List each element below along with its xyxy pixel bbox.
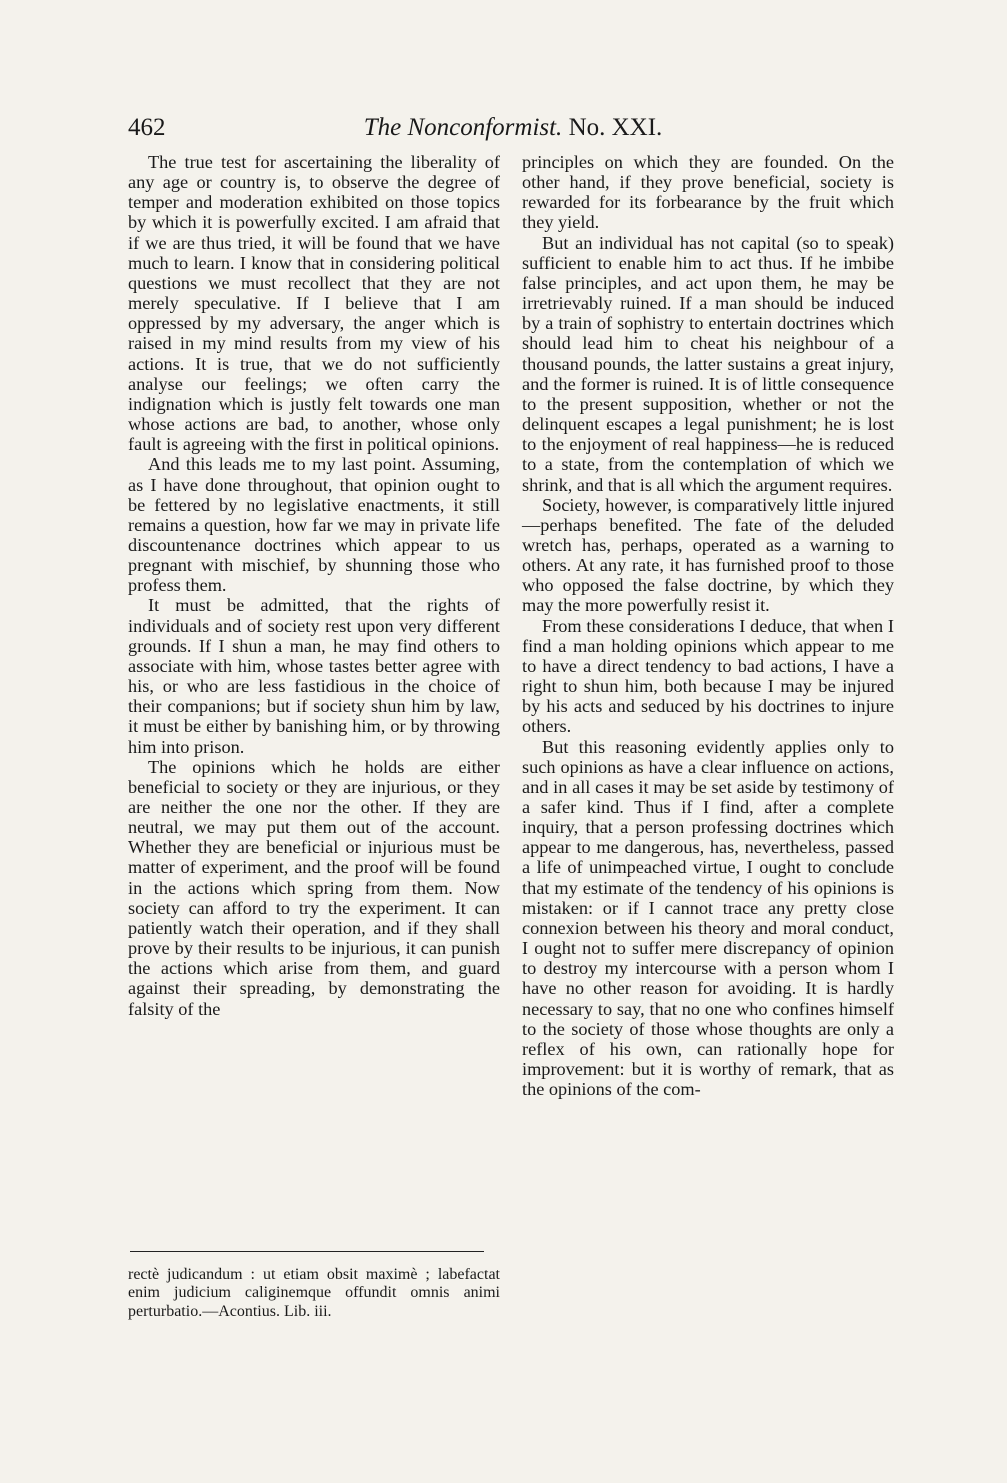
paragraph: From these considerations I deduce, that when I find a man holding opinions which appear to me to have a direct tendency to bad actions, I have a right to shun him, both because I may be injured by his acts and seduced by his doctrines to injure others. [522,615,894,737]
page-number: 462 [128,114,166,141]
running-title [128,114,898,142]
footnote: rectè judicandum : ut etiam obsit maximè ; labefactat enim judicium caliginemque offundit omnis animi perturbatio.—Acontius. Lib. iii. [128,1266,500,1320]
paragraph: The true test for ascertaining the liberality of any age or country is, to observe the degree of temper and moderation exhibited on those topics by which it is powerfully excited. I am afraid that if we are thus tried, it will be found that we have much to learn. I know that in considering political questions we must recollect that they are not merely speculative. If I believe that I am oppressed by my adversary, the anger which is raised in my mind results from my view of his actions. It is true, that we do not sufficiently analyse our feelings; we often carry the indignation which is justly felt towards one man whose actions are bad, to another, whose only fault is agreeing with the first in political opinions. [128,152,500,455]
right-column [522,152,894,1099]
paragraph: But an individual has not capital (so to speak) sufficient to enable him to act thus. If he imbibe false principles, and act upon them, he may be irretrievably ruined. If a man should be induced by a train of sophistry to entertain doctrines which should lead him to cheat his neighbour of a thousand pounds, the latter sustains a great injury, and the former is ruined. It is of little consequence to the present supposition, whether or not the delinquent escapes a legal punishment; he is lost to the enjoyment of real happiness—he is reduced to a state, from the contemplation of which we shrink, and that is all which the argument requires. [522,232,894,495]
paragraph: And this leads me to my last point. Assuming, as I have done throughout, that opinion ought to be fettered by no legislative enactments, it still remains a question, how far we may in private life discountenance doctrines which appear to us pregnant with mischief, by shunning those who profess them. [128,454,500,596]
running-header [128,110,898,144]
paragraph-continued: principles on which they are founded. On the other hand, if they prove beneficial, society is rewarded for its forbearance by the fruit which they yield. [522,152,894,233]
paragraph: The opinions which he holds are either beneficial to society or they are injurious, or they are neither the one nor the other. If they are neutral, we may put them out of the account. Whether they are beneficial or injurious must be matter of experiment, and the proof will be found in the actions which spring from them. Now society can afford to try the experiment. It can patiently watch their operation, and if they shall prove by their results to be injurious, it can punish the actions which arise from them, and guard against their spreading, by demonstrating the falsity of the [128,756,500,1019]
issue-number: No. XXI. [568,114,663,141]
left-column [128,152,500,1019]
journal-title: The Nonconformist. [363,114,563,141]
paragraph: It must be admitted, that the rights of individuals and of society rest upon very different grounds. If I shun a man, he may find others to associate with him, whose tastes better agree with his, or who are less fastidious in the choice of their companions; but if society shun him by law, it must be either by banishing him, or by throwing him into prison. [128,595,500,757]
paragraph: But this reasoning evidently applies only to such opinions as have a clear influence on actions, and in all cases it may be set aside by testimony of a safer kind. Thus if I find, after a complete inquiry, that a person professing doctrines which appear to me dangerous, has, nevertheless, passed a life of unimpeached virtue, I ought to conclude that my estimate of the tendency of his opinions is mistaken: or if I cannot trace any pretty close connexion between his theory and moral conduct, I ought not to suffer mere discrepancy of opinion to destroy my intercourse with a person whom I have no other reason for avoiding. It is hardly necessary to say, that no one who confines himself to the society of those whose thoughts are only a reflex of his own, can rationally hope for improvement: but it is worthy of remark, that as the opinions of the com- [522,736,894,1100]
footnote-rule [130,1251,484,1252]
paragraph: Society, however, is comparatively little injured—perhaps benefited. The fate of the deluded wretch has, perhaps, operated as a warning to others. At any rate, it has furnished proof to those who opposed the false doctrine, by which they may the more powerfully resist it. [522,494,894,616]
